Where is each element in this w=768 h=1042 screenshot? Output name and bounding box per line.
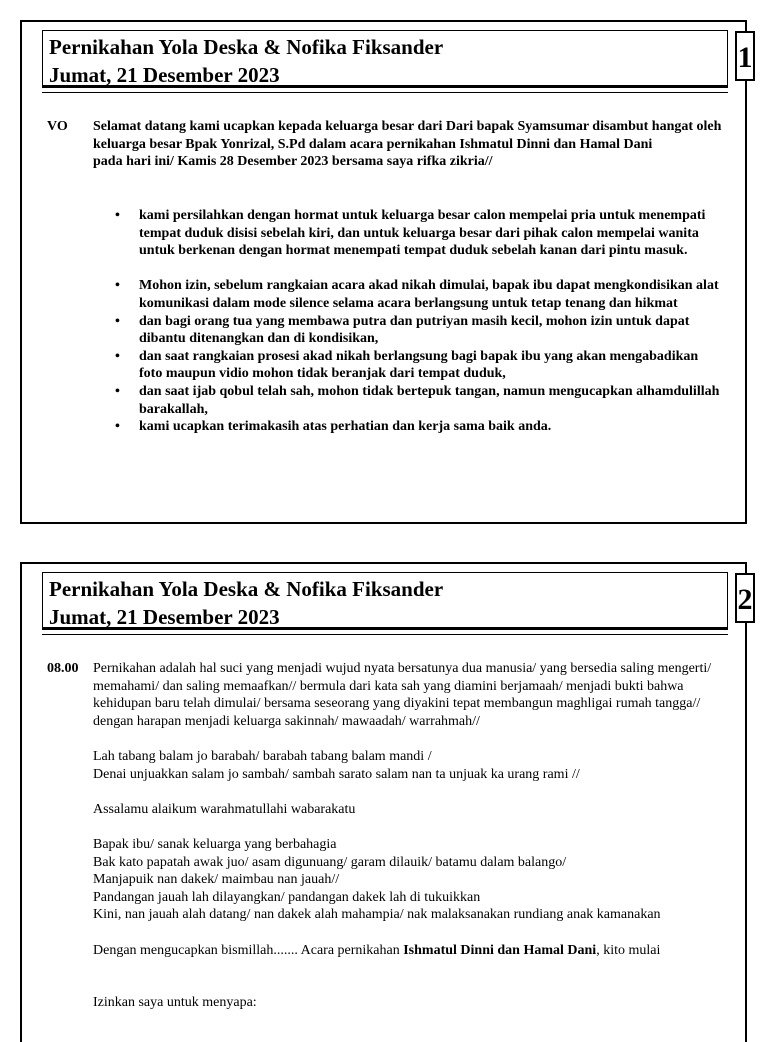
pantun-line: Lah tabang balam jo barabah/ barabah tabang balam mandi /	[93, 748, 432, 764]
intro-date-line: pada hari ini/ Kamis 28 Desember 2023 bersama saya rifka zikria//	[93, 154, 493, 170]
bismillah-line	[93, 942, 733, 960]
greeting-line: Bapak ibu/ sanak keluarga yang berbahagia	[93, 836, 337, 852]
time-label: 08.00	[47, 661, 79, 676]
greeting-block	[93, 836, 733, 924]
header-rule	[42, 634, 728, 635]
header-date: Jumat, 21 Desember 2023	[49, 605, 280, 629]
script-page-2	[20, 562, 753, 1042]
header-title: Pernikahan Yola Deska & Nofika Fiksander	[49, 35, 444, 59]
segment-label: VO	[47, 119, 68, 134]
salam-line: Assalamu alaikum warahmatullahi wabarakatu	[93, 801, 356, 817]
list-item: • Mohon izin, sebelum rangkaian acara akad nikah dimulai, bapak ibu dapat mengkondisikan alat komunikasi dalam mode silence selama acara berlangsung untuk tetap tenang dan hikmat	[115, 277, 723, 312]
list-item: • kami ucapkan terimakasih atas perhatian dan kerja sama baik anda.	[115, 418, 723, 436]
page-header	[42, 30, 753, 88]
instruction-list	[115, 207, 723, 436]
page-number-box: 1	[735, 31, 755, 81]
list-item: • dan saat ijab qobul telah sah, mohon tidak bertepuk tangan, namun mengucapkan alhamdulillah barakallah,	[115, 383, 723, 418]
header-rule	[42, 92, 728, 93]
greeting-line: Kini, nan jauah alah datang/ nan dakek alah mahampia/ nak malaksanakan rundiang anak kamanakan	[93, 907, 661, 923]
greeting-line: Manjapuik nan dakek/ maimbau nan jauah//	[93, 872, 340, 888]
bismillah-pre: Dengan mengucapkan bismillah....... Acara pernikahan	[93, 942, 404, 958]
page-number-box: 2	[735, 573, 755, 623]
opening-text	[93, 660, 733, 1012]
greeting-line: Pandangan jauah lah dilayangkan/ pandangan dakek lah di tukuikkan	[93, 889, 481, 905]
header-date: Jumat, 21 Desember 2023	[49, 63, 280, 87]
list-item: • kami persilahkan dengan hormat untuk keluarga besar calon mempelai pria untuk menempati tempat duduk disisi sebelah kiri, dan untuk keluarga besar dari pihak calon mempelai wanita untuk berkenan dengan hormat menempati tempat duduk sebelah kanan dari pintu masuk.	[115, 207, 723, 260]
opening-paragraph: Pernikahan adalah hal suci yang menjadi wujud nyata bersatunya dua manusia/ yang bersedia saling mengerti/ memahami/ dan saling memaafkan// bermula dari kata sah yang diamini berjamaah/ menjadi bukti bahwa kehidupan baru telah dimulai/ bersama seseorang yang diyakini tepat membangun maghligai rumah tangga// dengan harapan menjadi keluarga sakinnah/ mawaadah/ warrahmah//	[93, 661, 712, 729]
couple-names: Ishmatul Dinni dan Hamal Dani	[403, 942, 597, 958]
greeting-line: Bak kato papatah awak juo/ asam digunuang/ garam dilauik/ batamu dalam balango/	[93, 854, 567, 870]
page-header	[42, 572, 753, 630]
header-title: Pernikahan Yola Deska & Nofika Fiksander	[49, 577, 444, 601]
script-page-1	[20, 20, 753, 524]
bismillah-post: , kito mulai	[596, 942, 661, 958]
pantun-block	[93, 748, 733, 783]
intro-paragraph: Selamat datang kami ucapkan kepada keluarga besar dari Dari bapak Syamsumar disambut hangat oleh keluarga besar Bpak Yonrizal, S.Pd dalam acara pernikahan Ishmatul Dinni dan Hamal Dani	[93, 119, 722, 152]
closing-line: Izinkan saya untuk menyapa:	[93, 995, 257, 1011]
list-item: • dan bagi orang tua yang membawa putra dan putriyan masih kecil, mohon izin untuk dapat dibantu ditenangkan dan di kondisikan,	[115, 313, 723, 348]
intro-text	[93, 118, 733, 171]
list-item: • dan saat rangkaian prosesi akad nikah berlangsung bagi bapak ibu yang akan mengabadikan foto maupun vidio mohon tidak beranjak dari tempat duduk,	[115, 348, 723, 383]
pantun-line: Denai unjuakkan salam jo sambah/ sambah sarato salam nan ta unjuak ka urang rami //	[93, 766, 580, 782]
